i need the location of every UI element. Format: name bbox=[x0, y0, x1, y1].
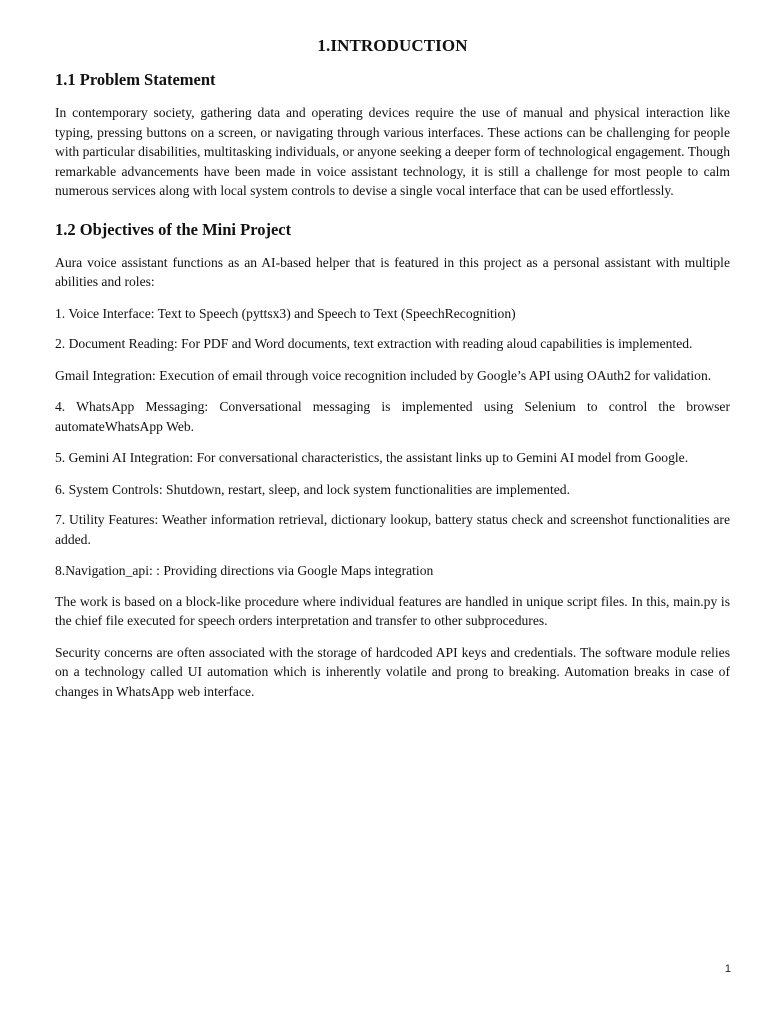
document-page bbox=[55, 34, 730, 713]
paragraph: 1. Voice Interface: Text to Speech (pyttsx3) and Speech to Text (SpeechRecognition) bbox=[55, 305, 516, 321]
paragraph: In contemporary society, gathering data and operating devices require the use of manual and physical interaction like typing, pressing buttons on a screen, or navigating through various interfaces. These actions can be challenging for people with particular disabilities, multitasking individuals, or anyone seeking a deeper form of technological engagement. Though remarkable advancements have been made in voice assistant technology, it is still a challenge for most people to calm numerous services along with local system controls to devise a single vocal interface that can be used effortlessly. bbox=[55, 105, 730, 198]
paragraph: 4. WhatsApp Messaging: Conversational messaging is implemented using Selenium to control the browser automateWhatsApp Web. bbox=[55, 399, 730, 434]
section-objectives bbox=[55, 219, 730, 702]
section-heading: 1.1 Problem Statement bbox=[55, 70, 216, 89]
page-title: 1.INTRODUCTION bbox=[317, 36, 468, 55]
paragraph: 8.Navigation_api: : Providing directions via Google Maps integration bbox=[55, 563, 434, 578]
paragraph: Gmail Integration: Execution of email through voice recognition included by Google’s API using OAuth2 for validation. bbox=[55, 367, 712, 383]
section-problem-statement bbox=[55, 69, 730, 201]
paragraph: 6. System Controls: Shutdown, restart, sleep, and lock system functionalities are implemented. bbox=[55, 481, 570, 497]
paragraph: Aura voice assistant functions as an AI-based helper that is featured in this project as a personal assistant with multiple abilities and roles: bbox=[55, 254, 730, 289]
paragraph: 7. Utility Features: Weather information retrieval, dictionary lookup, battery status check and screenshot functionalities are added. bbox=[55, 512, 730, 547]
page-number: 1 bbox=[724, 963, 731, 975]
section-heading: 1.2 Objectives of the Mini Project bbox=[55, 219, 292, 239]
paragraph: Security concerns are often associated with the storage of hardcoded API keys and credentials. The software module relies on a technology called UI automation which is inherently volatile and prong to breaking. Automation breaks in case of changes in WhatsApp web interface. bbox=[55, 644, 730, 699]
paragraph: 2. Document Reading: For PDF and Word documents, text extraction with reading aloud capabilities is implemented. bbox=[55, 336, 693, 351]
paragraph: The work is based on a block-like procedure where individual features are handled in unique script files. In this, main.py is the chief file executed for speech orders interpretation and transfer to other subprocedures. bbox=[55, 593, 730, 628]
paragraph: 5. Gemini AI Integration: For conversational characteristics, the assistant links up to Gemini AI model from Google. bbox=[55, 450, 689, 465]
